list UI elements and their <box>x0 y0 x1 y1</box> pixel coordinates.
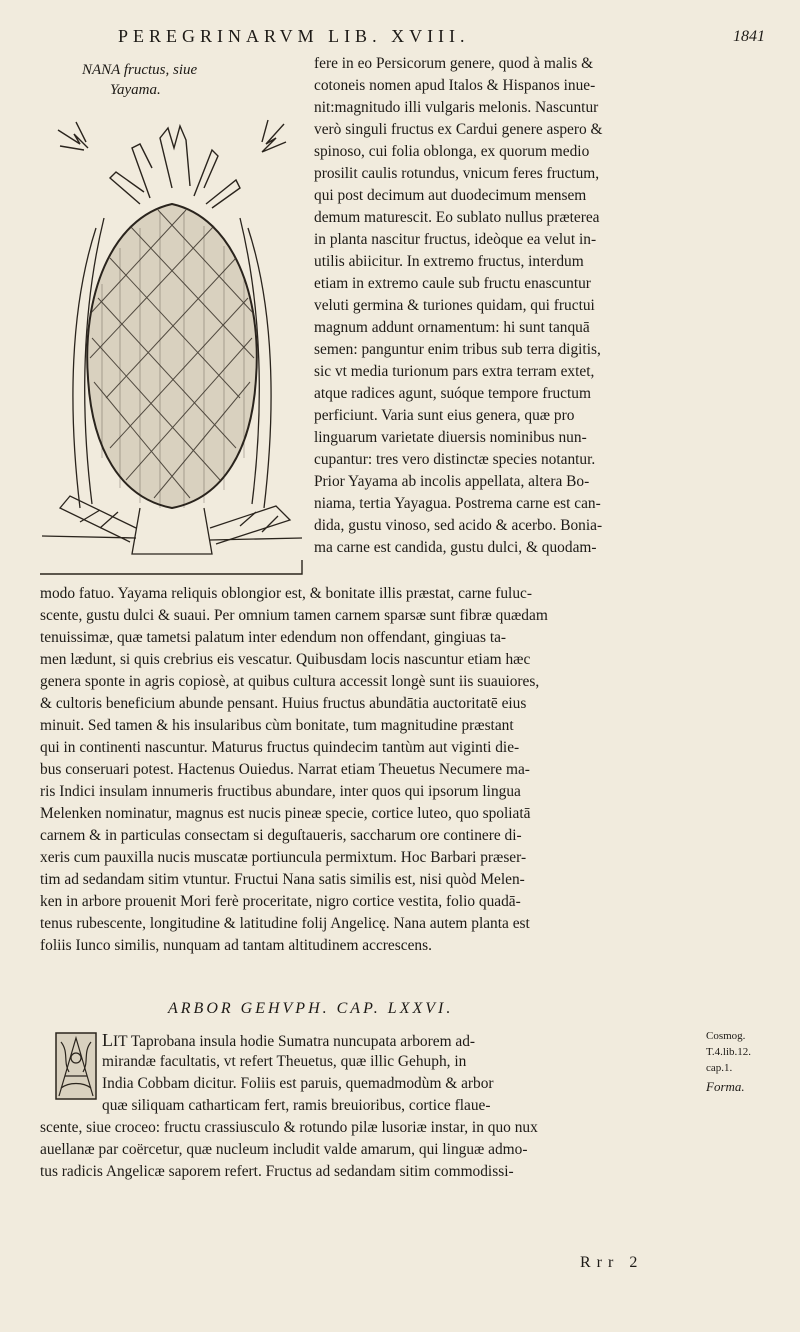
margin-note: cap.1. <box>706 1062 733 1074</box>
text-line: quæ siliquam catharticam fert, ramis breuioribus, cortice flaue- <box>102 1097 491 1114</box>
text-line: nit:magnitudo illi vulgaris melonis. Nascuntur <box>314 99 599 116</box>
text-line: & cultoris beneficium abunde pensant. Huius fructus abundātia auctoritatē eius <box>40 695 527 712</box>
text-line: etiam in extremo caule sub fructu enascuntur <box>314 275 591 292</box>
text-line: Melenken nominatur, magnus est nucis pineæ specie, cortice luteo, quo spoliatā <box>40 805 531 822</box>
text-line: demum maturescit. Eo sublato nullus præterea <box>314 209 600 226</box>
running-head: PEREGRINARVM LIB. XVIII. <box>118 26 470 46</box>
dropcap-letter: L <box>102 1030 113 1050</box>
margin-note: Forma. <box>706 1079 745 1094</box>
text-line: Prior Yayama ab incolis appellata, altera Bo- <box>314 473 590 490</box>
text-line: utilis abiicitur. In extremo fructus, interdum <box>314 253 584 270</box>
text-line: fere in eo Persicorum genere, quod à malis & <box>314 55 594 72</box>
text-line: ma carne est candida, gustu dulci, & quodam- <box>314 539 597 556</box>
text-line: ris Indici insulam innumeris fructibus abundare, inter quos qui ipsorum lingua <box>40 783 521 800</box>
folio-number: 1841 <box>733 28 765 45</box>
text-line: xeris cum pauxilla nucis muscatæ portiuncula permixtum. Hoc Barbari præser- <box>40 849 527 866</box>
text-line: mirandæ facultatis, vt refert Theuetus, quæ illic Gehuph, in <box>102 1053 467 1070</box>
ornamental-initial-icon <box>55 1032 97 1100</box>
text-line: semen: panguntur enim tribus sub terra digitis, <box>314 341 601 358</box>
text-line: modo fatuo. Yayama reliquis oblongior est, & bonitate illis præstat, carne fuluc- <box>40 585 532 602</box>
text-line: verò singuli fructus ex Cardui genere aspero & <box>314 121 603 138</box>
text-line: niama, tertia Yayagua. Postrema carne est can- <box>314 495 601 512</box>
margin-note: Cosmog. <box>706 1030 746 1042</box>
figure-caption-line-2: Yayama. <box>110 82 161 98</box>
chapter-heading: ARBOR GEHVPH. CAP. LXXVI. <box>168 1000 454 1017</box>
text-line <box>102 1030 475 1052</box>
text-line: cotoneis nomen apud Italos & Hispanos inue- <box>314 77 596 94</box>
text-line: tenus rubescente, longitudine & latitudine folij Angelicę. Nana autem planta est <box>40 915 530 932</box>
text-line: bus conseruari potest. Hactenus Ouiedus. Narrat etiam Theuetus Necumere ma- <box>40 761 530 778</box>
text-line: magnum addunt ornamentum: hi sunt tanquā <box>314 319 590 336</box>
figure-caption-line-1: NANA fructus, siue <box>82 62 198 78</box>
margin-note: T.4.lib.12. <box>706 1046 752 1058</box>
text-line: ken in arbore prouenit Mori ferè proceritate, nigro cortice vestita, folio quadā- <box>40 893 521 910</box>
text-line: tim ad sedandam sitim vtuntur. Fructui Nana satis similis est, nisi quòd Melen- <box>40 871 525 888</box>
text-line: dida, gustu vinoso, sed acido & acerbo. Bonia- <box>314 517 603 534</box>
signature-mark: Rrr 2 <box>580 1254 644 1271</box>
text-line: veluti germina & turiones quidam, qui fructui <box>314 297 595 314</box>
text-line: genera sponte in agris copiosè, at quibus cultura accessit longè sunt iis suauiores, <box>40 673 540 690</box>
text-line: cupantur: tres vero distinctæ species notantur. <box>314 451 596 468</box>
text-line: spinoso, cui folia oblonga, ex quorum medio <box>314 143 590 160</box>
text-line: qui post decimum aut duodecimum mensem <box>314 187 587 204</box>
text-line: men lædunt, si quis crebrius eis vescatur. Quibusdam locis nascuntur etiam hæc <box>40 651 531 668</box>
text-line: tus radicis Angelicæ saporem refert. Fructus ad sedandam sitim commodissi- <box>40 1163 514 1180</box>
pineapple-woodcut-icon <box>40 108 304 576</box>
text-line: foliis Iunco similis, nunquam ad tantam altitudinem accrescens. <box>40 937 432 954</box>
text-line: auellanæ par coërcetur, quæ nucleum includit valde amarum, qui linguæ admo- <box>40 1141 528 1158</box>
text-line-content: IT Taprobana insula hodie Sumatra nuncupata arborem ad- <box>113 1033 476 1050</box>
text-line: minuit. Sed tamen & his insularibus cùm bonitate, tum magnitudine præstant <box>40 717 514 734</box>
text-line: scente, gustu dulci & suaui. Per omnium tamen carnem sparsæ sunt fibræ quædam <box>40 607 548 624</box>
text-line: carnem & in particulas consectam si deguſtaueris, saccharum ore continere di- <box>40 827 522 844</box>
text-line: prosilit caulis rotundus, vnicum feres fructum, <box>314 165 600 182</box>
text-line: sic vt media turionum pars extra terram extet, <box>314 363 595 380</box>
text-line: linguarum varietate diuersis nominibus nun- <box>314 429 587 446</box>
text-line: in planta nascitur fructus, ideòque ea velut in- <box>314 231 597 248</box>
text-line: atque radices agunt, suóque tempore fructum <box>314 385 591 402</box>
text-line: qui in continenti nascuntur. Maturus fructus quindecim tantùm aut viginti die- <box>40 739 520 756</box>
text-line: perficiunt. Varia sunt eius genera, quæ pro <box>314 407 575 424</box>
text-line: tenuissimæ, quæ tametsi palatum inter edendum non offendant, gingiuas ta- <box>40 629 507 646</box>
text-line: India Cobbam dicitur. Foliis est paruis, quemadmodùm & arbor <box>102 1075 494 1092</box>
text-line: scente, siue croceo: fructu crassiusculo & rotundo pilæ lusoriæ instar, in quo nux <box>40 1119 538 1136</box>
